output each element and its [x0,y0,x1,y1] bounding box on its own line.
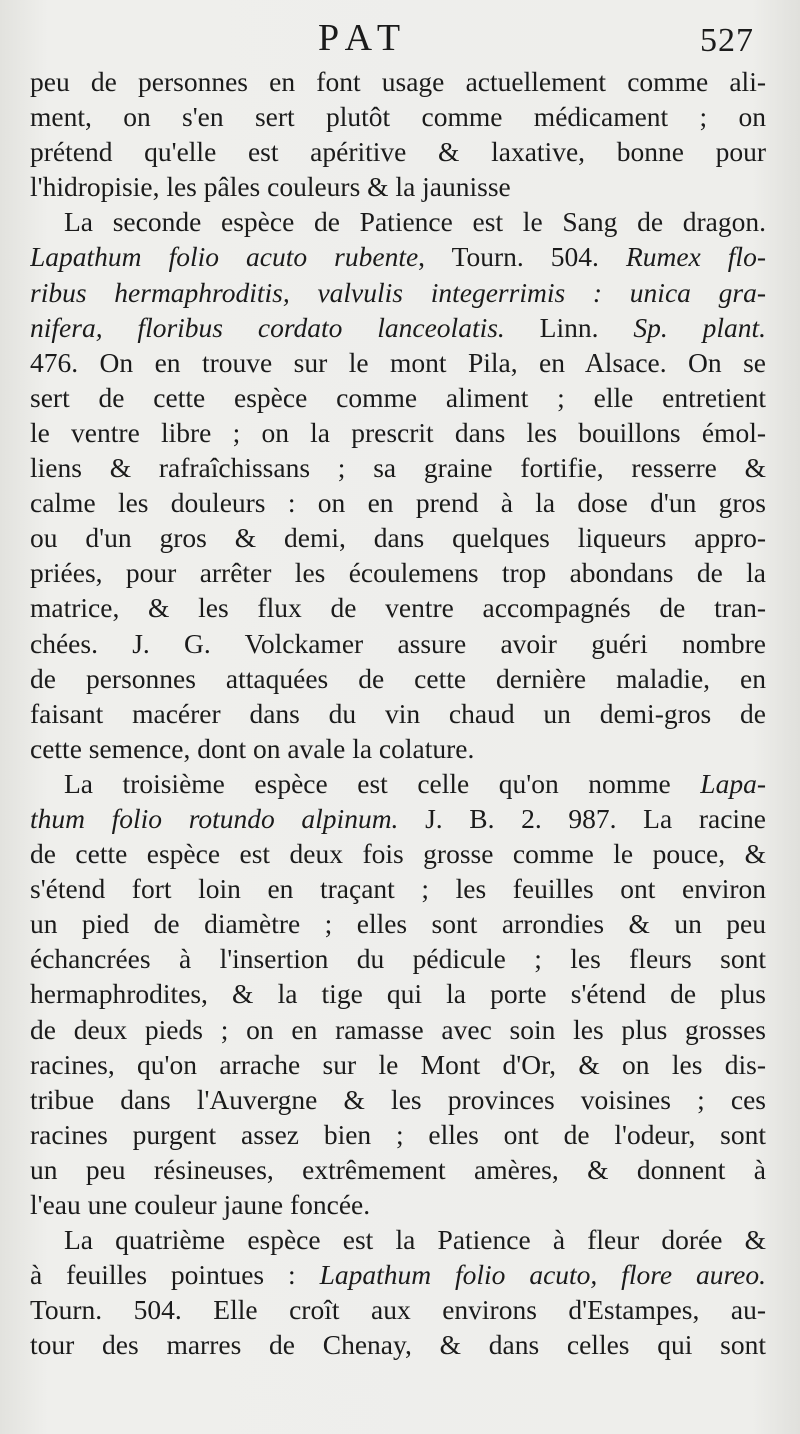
text-span: l'hidropisie, les pâles couleurs & la jaunisse [30,171,511,203]
text-line [30,64,766,99]
text-span: faisant macérer dans du vin chaud un demi-gros de [30,697,766,729]
text-line [30,661,766,696]
text-line [30,976,766,1011]
text-span: La seconde espèce de Patience est le Sang de dragon. [64,206,766,238]
text-span: de personnes attaquées de cette dernière maladie, en [30,662,766,694]
page-number: 527 [700,22,754,59]
text-line [30,1047,766,1082]
text-span: le ventre libre ; on la prescrit dans les bouillons émol- [30,416,766,448]
text-span: cette semence, dont on avale la colature. [30,732,475,764]
paragraph [30,766,766,1222]
text-span: calme les douleurs : on en prend à la dose d'un gros [30,487,766,519]
text-line [30,520,766,555]
text-line [30,1327,766,1362]
text-line [30,836,766,871]
text-span: racines, qu'on arrache sur le Mont d'Or, & on les dis- [30,1048,766,1080]
text-line [30,766,766,801]
paragraph [30,204,766,766]
text-span: tour des marres de Chenay, & dans celles qui sont [30,1329,766,1361]
italic-span: Lapa- [700,767,766,799]
text-line [30,906,766,941]
text-span: priées, pour arrêter les écoulemens trop abondans de la [30,557,766,589]
text-line [30,555,766,590]
text-line [30,380,766,415]
text-line [30,204,766,239]
text-span: racines purgent assez bien ; elles ont de l'odeur, sont [30,1118,766,1150]
text-line [30,1187,766,1222]
text-line [30,415,766,450]
text-line [30,1152,766,1187]
text-span: chées. J. G. Volckamer assure avoir guéri nombre [30,627,766,659]
text-span: un peu résineuses, extrêmement amères, & donnent à [30,1153,766,1185]
text-span: ment, on s'en sert plutôt comme médicament ; on [30,101,766,133]
text-span: échancrées à l'insertion du pédicule ; les fleurs sont [30,943,766,975]
text-span: La quatrième espèce est la Patience à fleur dorée & [64,1224,766,1256]
text-line [30,310,766,345]
text-span: tribue dans l'Auvergne & les provinces voisines ; ces [30,1083,766,1115]
text-line [30,731,766,766]
text-span: ou d'un gros & demi, dans quelques liqueurs appro- [30,522,766,554]
text-span: Linn. [504,311,634,343]
text-span: un pied de diamètre ; elles sont arrondies & un peu [30,908,766,940]
italic-span: Lapathum folio acuto rubente [30,241,419,273]
text-line [30,450,766,485]
text-line [30,871,766,906]
text-line [30,801,766,836]
italic-span: thum folio rotundo alpinum. [30,802,399,834]
italic-span: Rumex flo- [625,241,766,273]
text-line [30,134,766,169]
text-span: l'eau une couleur jaune foncée. [30,1189,371,1220]
text-line [30,99,766,134]
text-line [30,239,766,274]
text-span: liens & rafraîchissans ; sa graine fortifie, resserre & [30,452,766,484]
text-line [30,1117,766,1152]
text-line [30,1082,766,1117]
text-line [30,941,766,976]
italic-span: nifera, floribus cordato lanceolatis. [30,311,505,343]
text-line [30,1257,766,1292]
text-line [30,590,766,625]
page-header [0,14,800,64]
running-title: PAT [318,17,410,59]
text-span: 476. On en trouve sur le mont Pila, en Alsace. On se [30,346,766,378]
text-line [30,1292,766,1327]
text-line [30,696,766,731]
text-line [30,485,766,520]
text-span: de cette espèce est deux fois grosse comme le pouce, & [30,838,766,870]
text-span: La troisième espèce est celle qu'on nomme [64,767,701,799]
text-span: Tourn. 504. Elle croît aux environs d'Estampes, au- [30,1294,766,1326]
text-line [30,1222,766,1257]
text-span: à feuilles pointues : [30,1259,320,1291]
paragraph [30,1222,766,1362]
text-line [30,626,766,661]
text-line [30,1012,766,1047]
text-span: prétend qu'elle est apéritive & laxative, bonne pour [30,136,766,168]
text-span: J. B. 2. 987. La racine [398,802,766,834]
italic-span: ribus hermaphroditis, valvulis integerrimis : unica gra- [30,276,766,308]
text-span: s'étend fort loin en traçant ; les feuilles ont environ [30,873,766,905]
text-span: matrice, & les flux de ventre accompagnés de tran- [30,592,766,624]
text-span: , Tourn. 504. [418,241,626,273]
paragraph [30,64,766,204]
text-line [30,275,766,310]
italic-span: Sp. plant. [633,311,766,343]
body-text [30,64,766,1362]
italic-span: Lapathum folio acuto, flore aureo. [319,1259,766,1291]
text-line [30,345,766,380]
text-line [30,169,766,204]
text-span: peu de personnes en font usage actuellement comme ali- [30,66,766,97]
text-span: de deux pieds ; on en ramasse avec soin les plus grosses [30,1013,766,1045]
text-span: sert de cette espèce comme aliment ; elle entretient [30,381,766,413]
text-span: hermaphrodites, & la tige qui la porte s'étend de plus [30,978,766,1010]
